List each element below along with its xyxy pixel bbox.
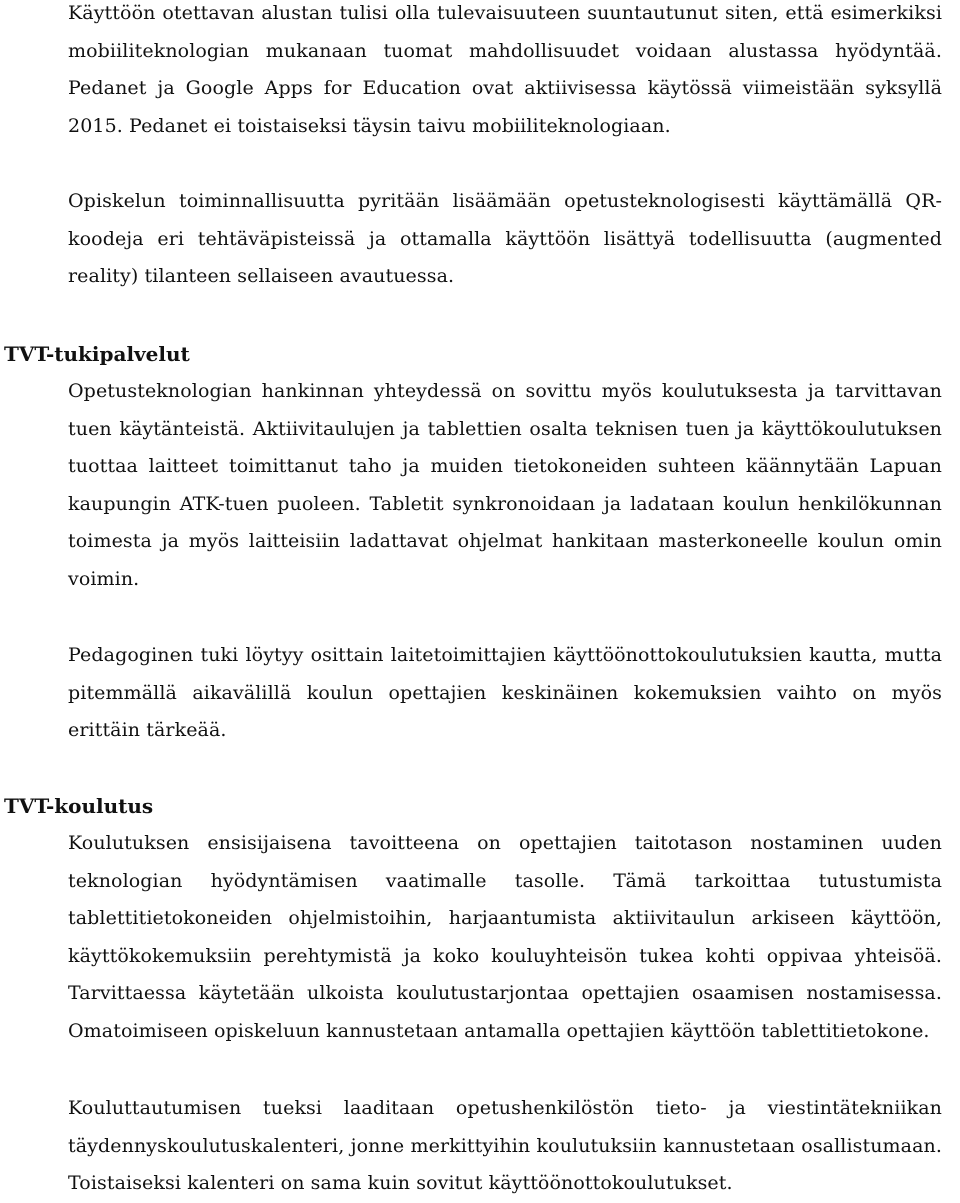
heading-training: TVT-koulutus [4,794,154,818]
paragraph-qr-codes: Opiskelun toiminnallisuutta pyritään lisäämään opetusteknologisesti käyttämällä QR-koodeja eri tehtäväpisteissä ja ottamalla käyttöön lisättyä todellisuutta (augmented reality) tilanteen sellaiseen avautuessa. [68,190,942,287]
paragraph-training-calendar: Kouluttautumisen tueksi laaditaan opetushenkilöstön tieto- ja viestintätekniikan täydennyskoulutuskalenteri, jonne merkittyihin koulutuksiin kannustetaan osallistumaan. Toistaiseksi kalenteri on sama kuin sovitut käyttöönottokoulutukset. [68,1097,942,1194]
paragraph-training-goals: Koulutuksen ensisijaisena tavoitteena on opettajien taitotason nostaminen uuden teknologian hyödyntämisen vaatimalle tasolle. Tämä tarkoittaa tutustumista tablettitietokoneiden ohjelmistoihin, harjaantumista aktiivitaulun arkiseen käyttöön, käyttökokemuksiin perehtymistä ja koko kouluyhteisön tukea kohti oppivaa yhteisöä. Tarvittaessa käytetään ulkoista koulutustarjontaa opettajien osaamisen nostamisessa. Omatoimiseen opiskeluun kannustetaan antamalla opettajien käyttöön tablettitietokone. [68,832,942,1042]
paragraph-pedagogical-support: Pedagoginen tuki löytyy osittain laitetoimittajien käyttöönottokoulutuksien kautta, mutta pitemmällä aikavälillä koulun opettajien keskinäinen kokemuksien vaihto on myös erittäin tärkeää. [68,644,942,741]
paragraph-mobile-platform: Käyttöön otettavan alustan tulisi olla tulevaisuuteen suuntautunut siten, että esimerkiksi mobiiliteknologian mukanaan tuomat mahdollisuudet voidaan alustassa hyödyntää. Pedanet ja Google Apps for Education ovat aktiivisessa käytössä viimeistään syksyllä 2015. Pedanet ei toistaiseksi täysin taivu mobiiliteknologiaan. [68,2,942,137]
heading-support-services: TVT-tukipalvelut [4,342,190,366]
paragraph-support-details: Opetusteknologian hankinnan yhteydessä on sovittu myös koulutuksesta ja tarvittavan tuen käytänteistä. Aktiivitaulujen ja tablettien osalta teknisen tuen ja käyttökoulutuksen tuottaa laitteet toimittanut taho ja muiden tietokoneiden suhteen käännytään Lapuan kaupungin ATK-tuen puoleen. Tabletit synkronoidaan ja ladataan koulun henkilökunnan toimesta ja myös laitteisiin ladattavat ohjelmat hankitaan masterkoneelle koulun omin voimin. [68,380,942,590]
